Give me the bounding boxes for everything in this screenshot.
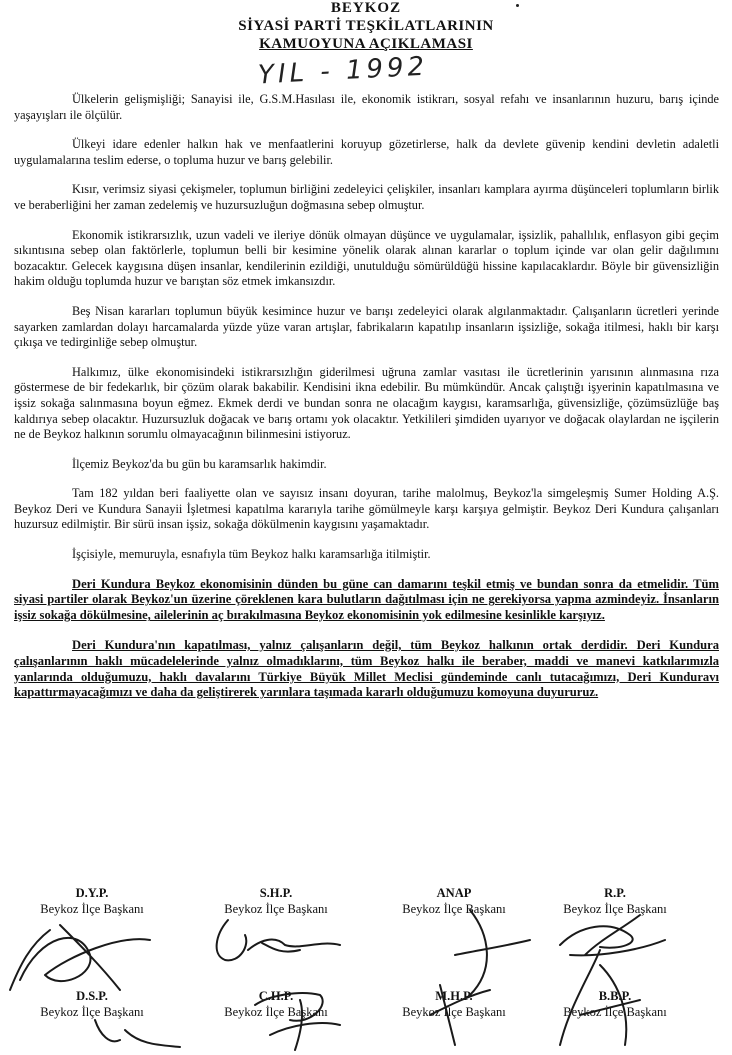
signatory-title: Beykoz İlçe Başkanı: [224, 902, 328, 916]
paragraph-1: Ülkelerin gelişmişliği; Sanayisi ile, G.S.M.Hasılası ile, ekonomik istikrarı, sosyal refahı ve insanlarının huzuru, barış içinde yaşayışları ile ölçülür.: [14, 92, 719, 122]
signatory-title: Beykoz İlçe Başkanı: [40, 1005, 144, 1019]
paragraph-3: Kısır, verimsiz siyasi çekişmeler, toplumun birliğini zedeleyici çelişkiler, insanları kamplara ayırma düşünceleri toplumların birlik ve beraberliğini her zaman zedelemiş ve huzursuzluğun doğmasına sebep olmuştur.: [14, 182, 719, 212]
signatory-title: Beykoz İlçe Başkanı: [40, 902, 144, 916]
paragraph-4: Ekonomik istikrarsızlık, uzun vadeli ve ileriye dönük olmayan düşünce ve uygulamalar, işsizlik, pahallılık, enflasyon gibi geçim sıkıntısına sebep olan faktörlerle, toplumun belli bir kesimine yönelik olarak alınan kararlar o toplum içinde var olan gelir dağılımını bozacaktır. Gelecek kaygısına düşen insanlar, kendilerinin ezildiği, unutulduğu sömürüldüğü hissine kapılacaklardır. Böyle bir güvensizliğin hakim olduğu toplumda huzur ve barıştan söz etmek imkansızdır.: [14, 227, 719, 289]
signatory-title: Beykoz İlçe Başkanı: [402, 902, 506, 916]
header-line-3: KAMUOYUNA AÇIKLAMASI: [259, 36, 473, 52]
handwritten-year: YIL - 1992: [257, 51, 429, 91]
paragraph-6: Halkımız, ülke ekonomisindeki istikrarsızlığın giderilmesi uğruna zamlar vasıtası ile ücretlerinin yarısının alınmasına rıza göstermese de bir fedekarlık, bir çözüm olarak bakabilir. Kendisini ikna edebilir. Bu mümkündür. Ancak çalıştığı işyerinin kapatılmasına ve işsiz sokağa salınmasına boyun eğmez. Ekmek derdi ve bundan sonra ne olacağım kaygısı, karamsarlığa, güvensizliğe, çözümsüzlüğe baş kaldırıya sebep olacaktır. Huzursuzluk doğacak ve barış ortamı yok olacaktır. Yetkilileri şimdiden uyarıyor ve doğacak olaylardan ne işçilerin ne de Beykoz halkının sorumlu olmayacağının bilinmesini istiyoruz.: [14, 364, 719, 442]
signatory-title: Beykoz İlçe Başkanı: [402, 1005, 506, 1019]
signature-dsp: [95, 1020, 180, 1047]
paragraph-10-bold: Deri Kundura Beykoz ekonomisinin dünden bu güne can damarını teşkil etmiş ve bundan sonra da etmelidir. Tüm siyasi partiler olarak Beykoz'un üzerine çöreklenen kara bulutların dağıtılması için ne gerekiyorsa yapma azmindeyiz. İnsanların işsiz sokağa dökülmesine, ailelerinin aç bırakılmasına Beykoz ekonomisinin yok edilmesine kesinlikle karşıyız.: [14, 576, 719, 623]
party-name: M.H.P.: [435, 989, 473, 1003]
party-name: ANAP: [436, 886, 472, 900]
header-line-1: BEYKOZ: [330, 0, 402, 16]
document-header: [0, 0, 732, 53]
header-line-2: SİYASİ PARTİ TEŞKİLATLARININ: [238, 18, 494, 34]
paragraph-2: Ülkeyi idare edenler halkın hak ve menfaatlerini koruyup gözetirlerse, halk da devlete güvenip kendini devletin adaletli uygulamalarına teslim ederse, o topluma huzur ve barış gelebilir.: [14, 137, 719, 167]
party-name: C.H.P.: [258, 989, 294, 1003]
signature-dyp: [20, 925, 150, 990]
document-body: [14, 92, 719, 715]
signature-anap: [455, 910, 530, 995]
paragraph-5: Beş Nisan kararları toplumun büyük kesimince huzur ve barışı zedeleyici olarak algılanmaktadır. Çalışanların ücretleri yerinde sayarken zamlardan dolayı harcamalarda yüzde yüze varan artışlar, fabrikaların kapatılıp insanların işsizliğe, sokağa itilmesi, haklı bir karşı çıkışa ve tedirginliğe sebep olmuştur.: [14, 303, 719, 350]
handwritten-signatures: [0, 895, 732, 1055]
signatory-title: Beykoz İlçe Başkanı: [563, 902, 667, 916]
signature-chp: [255, 993, 340, 1050]
party-name: D.S.P.: [76, 989, 108, 1003]
paragraph-7: İlçemiz Beykoz'da bu gün bu karamsarlık hakimdir.: [72, 456, 327, 471]
paragraph-11-bold: Deri Kundura'nın kapatılması, yalnız çalışanların değil, tüm Beykoz halkının ortak derdidir. Deri Kundura çalışanlarının haklı mücadelelerinde yalnız olmadıklarını, tüm Beykoz halkı ile beraber, maddi ve manevi katkılarımızla yanlarında olduğumuzu, haklı davalarını Türkiye Büyük Millet Meclisi gündeminde canlı tutacağımızı, Deri Kunduravı kapattırmayacağımızı ve daha da geliştirerek yarınlara taşımada kararlı olduğumuzu komoyuna duyururuz.: [14, 638, 719, 700]
paragraph-8: Tam 182 yıldan beri faaliyette olan ve sayısız insanı doyuran, tarihe malolmuş, Beykoz'la simgeleşmiş Sumer Holding A.Ş. Beykoz Deri ve Kundura Sanayii İşletmesi kapatılma kararıyla tarihe gömülmeyle karşı karşıya gelmiştir. Beykoz Deri Kundura çalışanları huzursuz edilmiştir. Bir sürü insan işsiz, sokağa dökülmenin kaygısını yaşamaktadır.: [14, 486, 719, 532]
signature-shp: [217, 920, 340, 960]
paragraph-9: İşçisiyle, memuruyla, esnafıyla tüm Beykoz halkı karamsarlığa itilmiştir.: [72, 547, 431, 562]
signature-mhp: [430, 985, 490, 1045]
party-name: R.P.: [604, 886, 626, 900]
signature-bbp: [560, 950, 640, 1045]
party-name: S.H.P.: [259, 886, 293, 900]
signature-rp: [560, 915, 665, 955]
signatory-title: Beykoz İlçe Başkanı: [224, 1005, 328, 1019]
signatory-title: Beykoz İlçe Başkanı: [563, 1005, 667, 1019]
party-name: B.B.P.: [598, 989, 632, 1003]
party-name: D.Y.P.: [75, 886, 109, 900]
